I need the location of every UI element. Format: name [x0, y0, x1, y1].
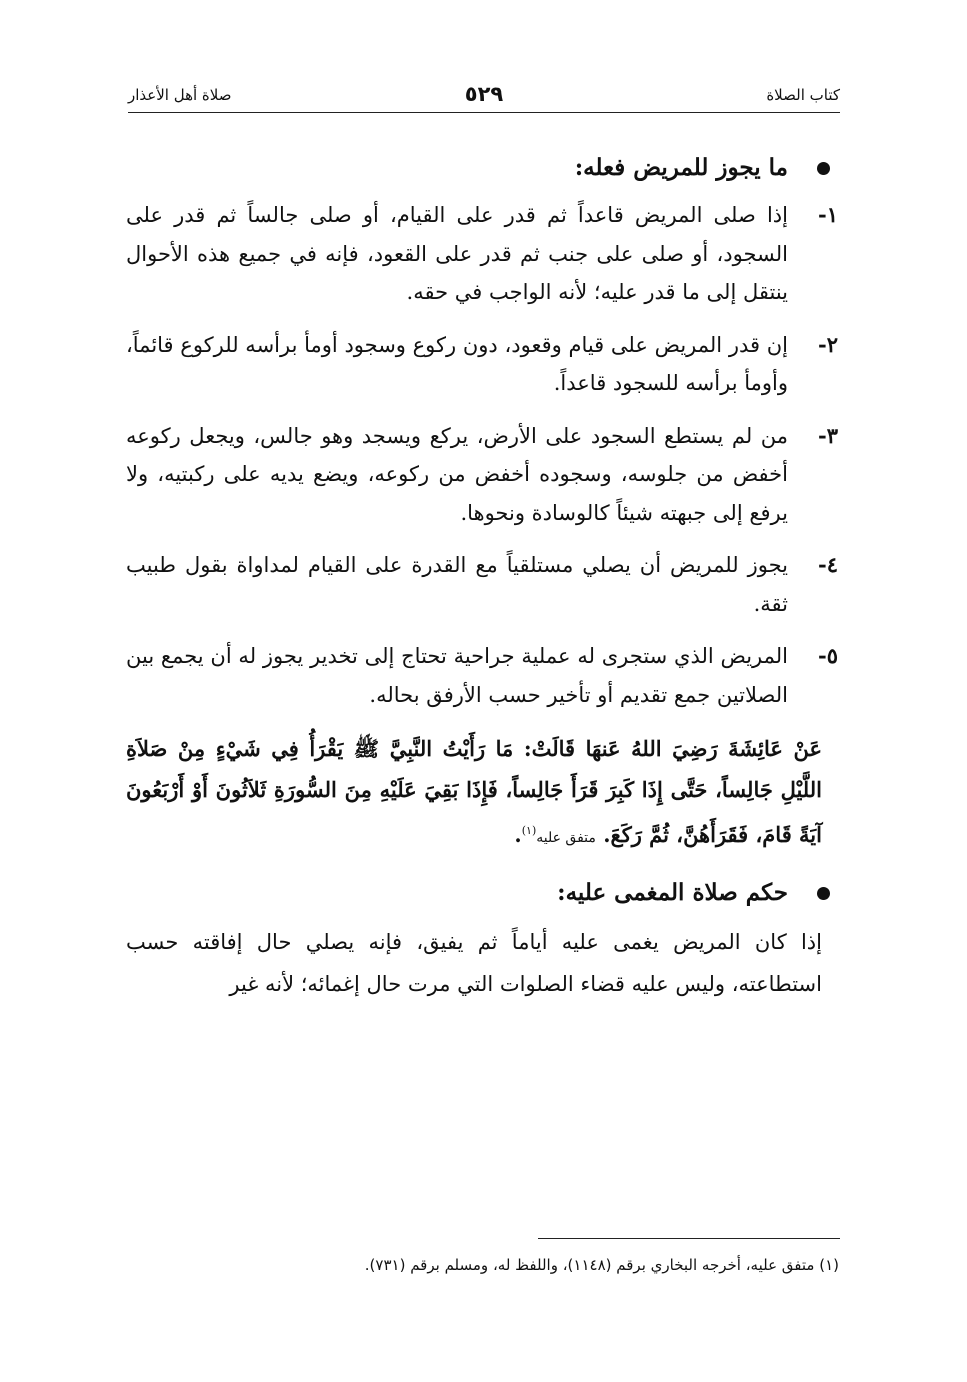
item-text: يجوز للمريض أن يصلي مستلقياً مع القدرة على القيام لمداواة بقول طبيب ثقة.	[126, 553, 788, 616]
list-item	[126, 417, 838, 533]
chapter-title: صلاة أهل الأعذار	[128, 86, 232, 104]
paragraph: إذا كان المريض يغمى عليه أياماً ثم يفيق، فإنه يصلي حال إفاقته حسب استطاعته، وليس عليه قضاء الصلوات التي مرت حال إغمائه؛ لأنه غير	[126, 930, 822, 996]
section-heading-unconscious	[126, 871, 838, 915]
item-number: ٣-	[818, 422, 838, 448]
hadith-text: عَنْ عَائِشَةَ رَضِيَ اللهُ عَنهَا قَالَتْ: مَا رَأَيْتُ النَّبِيَّ ﷺ يَقْرَأُ فِي شَيْءٍ مِنْ صَلاَةِ اللَّيْلِ جَالِساً، حَتَّى إِذَا كَبِرَ قَرَأَ جَالِساً، فَإِذَا بَقِيَ عَلَيْهِ مِنَ السُّورَةِ ثَلاَثُونَ أَوْ أَرْبَعُونَ آيَةً قَامَ، فَقَرَأَهُنَّ، ثُمَّ رَكَعَ.	[126, 736, 822, 847]
list-item	[126, 637, 838, 714]
main-text	[126, 146, 838, 1005]
item-number: ١-	[818, 202, 838, 227]
bullet-icon	[817, 162, 830, 175]
list-item	[126, 546, 838, 623]
hadith-quote	[126, 728, 838, 859]
footnote-marker[interactable]: (١)	[521, 824, 537, 837]
item-number: ٢-	[818, 331, 838, 357]
list-item	[126, 196, 838, 312]
section-heading-text: حكم صلاة المغمى عليه:	[557, 879, 788, 906]
item-text: إذا صلى المريض قاعداً ثم قدر على القيام، أو صلى جالساً ثم قدر على السجود، أو صلى على جنب ثم قدر على القعود، فإنه في جميع هذه الأحوال ينتقل إلى ما قدر عليه؛ لأنه الواجب في حقه.	[126, 203, 788, 304]
footnote-divider	[538, 1238, 840, 1239]
item-number: ٤-	[818, 552, 838, 577]
item-number: ٥-	[818, 643, 838, 668]
item-text: المريض الذي ستجرى له عملية جراحية تحتاج إلى تخدير يجوز له أن يجمع بين الصلاتين جمع تقديم أو تأخير حسب الأرفق بحاله.	[126, 644, 788, 707]
page-number: ٥٢٩	[464, 82, 504, 106]
list-item	[126, 326, 838, 403]
hadith-end: .	[514, 822, 522, 847]
item-text: إن قدر المريض على قيام وقعود، دون ركوع وسجود أومأ برأسه للركوع قائماً، وأومأ برأسه للسجود قاعداً.	[126, 332, 788, 395]
footnote: (١) متفق عليه، أخرجه البخاري برقم (١١٤٨)، واللفظ له، ومسلم برقم (٧٣١).	[364, 1256, 839, 1274]
section-heading-sick-permissions	[126, 146, 838, 190]
section-heading-text: ما يجوز للمريض فعله:	[574, 154, 788, 181]
book-title: كتاب الصلاة	[766, 86, 840, 104]
running-header	[128, 82, 840, 113]
item-text: من لم يستطع السجود على الأرض، يركع ويسجد وهو جالس، ويجعل ركوعه أخفض من جلوسه، وسجوده أخفض من ركوعه، ويضع يديه على ركبتيه، ولا يرفع إلى جبهته شيئاً كالوسادة ونحوها.	[126, 423, 788, 525]
bullet-icon	[817, 887, 830, 900]
hadith-reference: متفق عليه	[536, 830, 596, 846]
